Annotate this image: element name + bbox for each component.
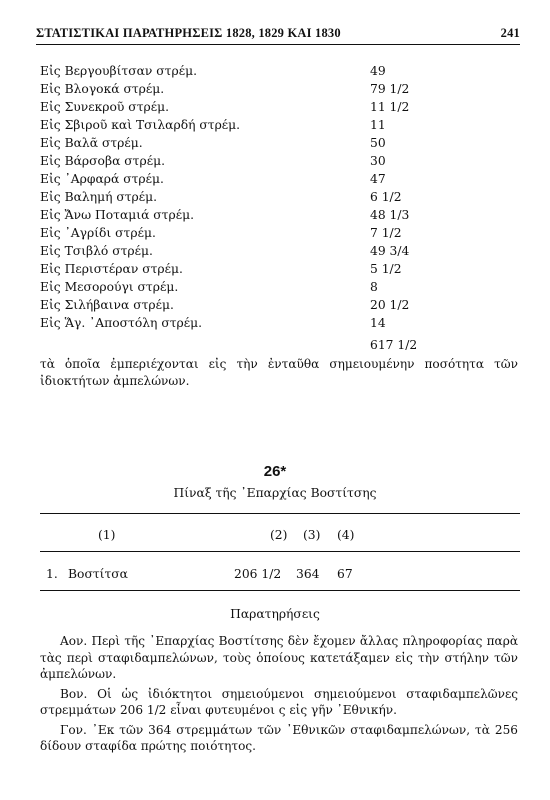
list-item bbox=[40, 116, 440, 134]
entry-name: Εἰς Σβιροῦ καὶ Τσιλαρδή στρέμ. bbox=[40, 118, 241, 132]
entry-value: 14 bbox=[370, 316, 386, 330]
table-number: 26* bbox=[263, 463, 287, 480]
table-bottom-rule bbox=[40, 590, 520, 591]
page-number: 241 bbox=[500, 26, 520, 40]
observations-title: Παρατηρήσεις bbox=[230, 607, 320, 621]
entry-name: Εἰς Περιστέραν στρέμ. bbox=[40, 262, 183, 276]
table-header-rule bbox=[40, 551, 520, 552]
column-header-2: (2) bbox=[270, 528, 288, 542]
entry-value: 47 bbox=[370, 172, 386, 186]
entry-value: 48 1/3 bbox=[370, 208, 410, 222]
note-3: Γον. ᾽Εκ τῶν 364 στρεμμάτων τῶν ᾽Εθνικῶν σταφιδαμπελώνων, τὰ 256 δίδουν σταφίδα πρώτης ποιότητος. bbox=[40, 722, 518, 753]
entry-name: Εἰς Μεσορούγι στρέμ. bbox=[40, 280, 179, 294]
entry-name: Εἰς ᾽Αγρίδι στρέμ. bbox=[40, 226, 156, 240]
row-col2: 206 1/2 bbox=[234, 567, 282, 581]
entry-value: 8 bbox=[370, 280, 378, 294]
total-value: 617 1/2 bbox=[370, 338, 418, 352]
row-col4: 67 bbox=[337, 567, 353, 581]
body-paragraph: τὰ ὁποῖα ἐμπεριέχονται εἰς τὴν ἐνταῦθα σημειουμένην ποσότητα τῶν ἰδιοκτήτων ἀμπελώνων. bbox=[40, 357, 518, 388]
entry-name: Εἰς Τσιβλό στρέμ. bbox=[40, 244, 153, 258]
vineyard-list bbox=[40, 62, 440, 332]
list-item bbox=[40, 80, 440, 98]
running-title: ΣΤΑΤΙΣΤΙΚΑΙ ΠΑΡΑΤΗΡΗΣΕΙΣ 1828, 1829 ΚΑΙ 1830 bbox=[36, 26, 341, 40]
list-item bbox=[40, 278, 440, 296]
list-item bbox=[40, 314, 440, 332]
list-item bbox=[40, 98, 440, 116]
entry-value: 5 1/2 bbox=[370, 262, 402, 276]
list-item bbox=[40, 188, 440, 206]
observations-notes bbox=[40, 633, 518, 758]
list-item bbox=[40, 152, 440, 170]
entry-name: Εἰς Βάρσοβα στρέμ. bbox=[40, 154, 165, 168]
entry-name: Εἰς Βλογοκά στρέμ. bbox=[40, 82, 165, 96]
entry-name: Εἰς Συνεκροῦ στρέμ. bbox=[40, 100, 170, 114]
row-index: 1. bbox=[46, 567, 58, 581]
entry-value: 49 3/4 bbox=[370, 244, 410, 258]
column-header-3: (3) bbox=[303, 528, 321, 542]
list-item bbox=[40, 134, 440, 152]
entry-value: 6 1/2 bbox=[370, 190, 402, 204]
note-2: Βον. Οἱ ὡς ἰδιόκτητοι σημειούμενοι σημειούμενοι σταφιδαμπελῶνες στρεμμάτων 206 1/2 εἶναι φυτευμένοι ς εἰς γῆν ᾽Εθνικήν. bbox=[40, 686, 518, 717]
entry-name: Εἰς Βεργουβίτσαν στρέμ. bbox=[40, 64, 197, 78]
column-header-4: (4) bbox=[337, 528, 355, 542]
entry-name: Εἰς Βαλᾶ στρέμ. bbox=[40, 136, 143, 150]
entry-value: 49 bbox=[370, 64, 386, 78]
list-item bbox=[40, 224, 440, 242]
list-item bbox=[40, 170, 440, 188]
entry-name: Εἰς Ἅγ. ᾽Αποστόλη στρέμ. bbox=[40, 316, 203, 330]
header-rule bbox=[36, 44, 520, 45]
entry-value: 7 1/2 bbox=[370, 226, 402, 240]
entry-name: Εἰς Βαλημή στρέμ. bbox=[40, 190, 158, 204]
entry-value: 11 1/2 bbox=[370, 100, 410, 114]
list-item bbox=[40, 206, 440, 224]
table-title: Πίναξ τῆς ᾽Επαρχίας Βοστίτσης bbox=[173, 486, 377, 500]
column-header-1: (1) bbox=[98, 528, 116, 542]
entry-value: 79 1/2 bbox=[370, 82, 410, 96]
note-1: Αον. Περὶ τῆς ᾽Επαρχίας Βοστίτσης δὲν ἔχομεν ἄλλας πληροφορίας παρὰ τὰς περὶ σταφιδαμπελώνων, τοὺς ὁποίους κατετάξαμεν εἰς τὴν στήλην τῶν ἀμπελώνων. bbox=[40, 634, 518, 681]
entry-value: 11 bbox=[370, 118, 386, 132]
list-item bbox=[40, 296, 440, 314]
list-item bbox=[40, 62, 440, 80]
list-item bbox=[40, 260, 440, 278]
entry-name: Εἰς Σιλήβαινα στρέμ. bbox=[40, 298, 174, 312]
row-col3: 364 bbox=[296, 567, 320, 581]
list-item bbox=[40, 242, 440, 260]
entry-name: Εἰς Ἄνω Ποταμιά στρέμ. bbox=[40, 208, 194, 222]
table-top-rule bbox=[40, 513, 520, 514]
entry-value: 50 bbox=[370, 136, 386, 150]
entry-name: Εἰς ᾽Αρφαρά στρέμ. bbox=[40, 172, 164, 186]
row-name: Βοστίτσα bbox=[68, 567, 128, 581]
entry-value: 20 1/2 bbox=[370, 298, 410, 312]
entry-value: 30 bbox=[370, 154, 386, 168]
